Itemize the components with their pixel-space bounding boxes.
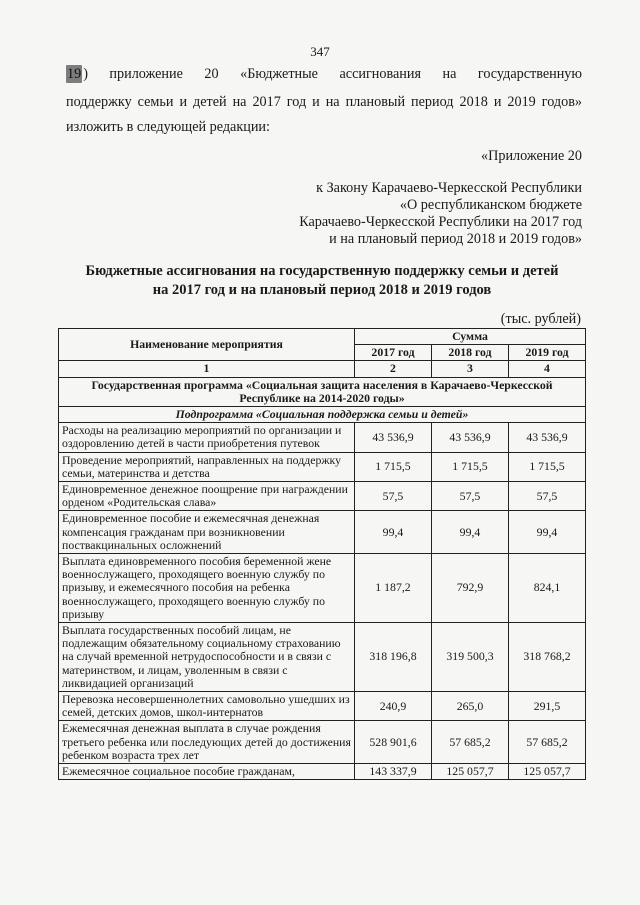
program-row [59, 377, 586, 406]
activity-name: Перевозка несовершеннолетних самовольно ушедших из семей, детских домов, школ-интернатов [59, 692, 355, 721]
activity-name: Единовременное пособие и ежемесячная денежная компенсация гражданам при возникновении поствакцинальных осложнений [59, 511, 355, 554]
activity-name: Ежемесячное социальное пособие гражданам, [59, 764, 355, 780]
amendment-intro-line-1 [66, 65, 582, 83]
table-header-row [59, 329, 586, 345]
table-row [59, 554, 586, 623]
law-reference [299, 180, 582, 248]
amount-2018: 57,5 [432, 482, 509, 511]
table-row [59, 511, 586, 554]
amount-2018: 792,9 [432, 554, 509, 623]
amount-2019: 1 715,5 [509, 452, 586, 481]
amount-2017: 143 337,9 [355, 764, 432, 780]
amount-2018: 319 500,3 [432, 623, 509, 692]
amount-2017: 240,9 [355, 692, 432, 721]
amount-2019: 824,1 [509, 554, 586, 623]
column-number: 3 [432, 361, 509, 377]
activity-name: Ежемесячная денежная выплата в случае рождения третьего ребенка или последующих детей до достижения ребенком возраста трех лет [59, 721, 355, 764]
amount-2019: 318 768,2 [509, 623, 586, 692]
amount-2019: 125 057,7 [509, 764, 586, 780]
column-number: 2 [355, 361, 432, 377]
activity-name: Выплата единовременного пособия беременной жене военнослужащего, проходящего военную службу по призыву, и ежемесячного пособия на ребенка военнослужащего, проходящего военную службу по призыву [59, 554, 355, 623]
law-reference-line: «О республиканском бюджете [399, 197, 582, 213]
table-row [59, 452, 586, 481]
column-header-year: 2017 год [355, 345, 432, 361]
amount-2018: 265,0 [432, 692, 509, 721]
amendment-intro-line-2: поддержку семьи и детей на 2017 год и на плановый период 2018 и 2019 годов» [66, 94, 582, 110]
amount-2018: 43 536,9 [432, 423, 509, 452]
column-numbers-row [59, 361, 586, 377]
amount-2019: 43 536,9 [509, 423, 586, 452]
amount-2018: 57 685,2 [432, 721, 509, 764]
amount-2017: 43 536,9 [355, 423, 432, 452]
table-row [59, 764, 586, 780]
program-title: Государственная программа «Социальная защита населения в Карачаево-Черкесской Республике на 2014-2020 годы» [59, 377, 586, 406]
activity-name: Выплата государственных пособий лицам, не подлежащим обязательному социальному страхованию на случай временной нетрудоспособности и в связи с материнством, и лицам, уволенным в связи с ликвидацией организаций [59, 623, 355, 692]
column-number: 1 [59, 361, 355, 377]
amount-2017: 99,4 [355, 511, 432, 554]
law-reference-line: к Закону Карачаево-Черкесской Республики [316, 180, 582, 196]
table-row [59, 482, 586, 511]
amount-2018: 99,4 [432, 511, 509, 554]
column-number: 4 [509, 361, 586, 377]
column-header-year: 2018 год [432, 345, 509, 361]
title-line: на 2017 год и на плановый период 2018 и 2019 годов [152, 282, 492, 298]
law-reference-line: Карачаево-Черкесской Республики на 2017 год [299, 214, 582, 230]
table-row [59, 692, 586, 721]
amount-2017: 1 715,5 [355, 452, 432, 481]
appendix-label: «Приложение 20 [481, 148, 582, 164]
activity-name: Расходы на реализацию мероприятий по организации и оздоровлению детей в части приобретения путевок [59, 423, 355, 452]
table-row [59, 423, 586, 452]
document-title [64, 262, 580, 300]
amendment-intro-line-3: изложить в следующей редакции: [66, 119, 270, 135]
amount-2019: 57 685,2 [509, 721, 586, 764]
item-number-marker: 19 [67, 66, 82, 82]
amount-2017: 57,5 [355, 482, 432, 511]
subprogram-title: Подпрограмма «Социальная поддержка семьи и детей» [59, 407, 586, 423]
units-label: (тыс. рублей) [500, 311, 581, 327]
column-header-sum: Сумма [355, 329, 586, 345]
amount-2019: 291,5 [509, 692, 586, 721]
law-reference-line: и на плановый период 2018 и 2019 годов» [329, 231, 582, 247]
amount-2017: 528 901,6 [355, 721, 432, 764]
table-row [59, 623, 586, 692]
subprogram-row [59, 407, 586, 423]
title-line: Бюджетные ассигнования на государственную поддержку семьи и детей [85, 263, 559, 279]
activity-name: Единовременное денежное поощрение при награждении орденом «Родительская слава» [59, 482, 355, 511]
amount-2018: 1 715,5 [432, 452, 509, 481]
amount-2019: 99,4 [509, 511, 586, 554]
amount-2017: 318 196,8 [355, 623, 432, 692]
activity-name: Проведение мероприятий, направленных на поддержку семьи, материнства и детства [59, 452, 355, 481]
column-header-name: Наименование мероприятия [59, 329, 355, 361]
amount-2019: 57,5 [509, 482, 586, 511]
column-header-year: 2019 год [509, 345, 586, 361]
amount-2017: 1 187,2 [355, 554, 432, 623]
budget-table [58, 328, 586, 780]
table-row [59, 721, 586, 764]
amount-2018: 125 057,7 [432, 764, 509, 780]
page-number: 347 [310, 44, 330, 59]
amendment-text: ) приложение 20 «Бюджетные ассигнования на государственную [83, 66, 582, 82]
